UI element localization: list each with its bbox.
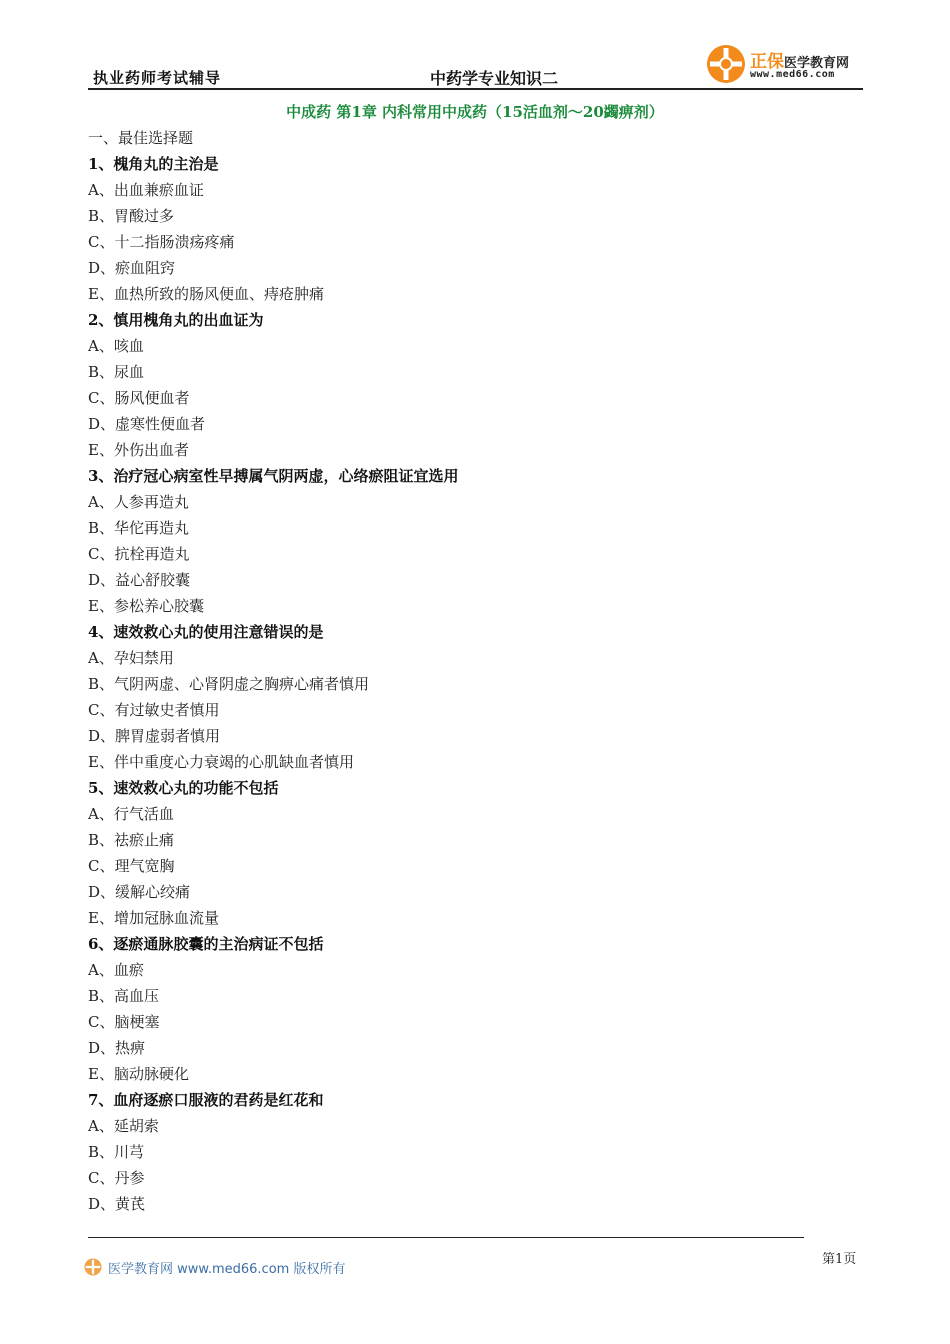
header-left-text: 执业药师考试辅导 bbox=[93, 69, 222, 87]
answer-option: A、咳血 bbox=[88, 337, 144, 355]
question-stem: 3、治疗冠心病室性早搏属气阴两虚，心络瘀阻证宜选用 bbox=[88, 467, 459, 485]
answer-option: C、脑梗塞 bbox=[88, 1013, 160, 1031]
answer-option: C、理气宽胸 bbox=[88, 857, 175, 875]
zhengbao-small-logo-icon bbox=[84, 1258, 102, 1276]
document-title: 中成药 第1章 内科常用中成药（15活血剂～20蠲痹剂） bbox=[286, 103, 664, 121]
page-number: 第1页 bbox=[822, 1252, 857, 1267]
question-list bbox=[88, 125, 848, 1217]
question-stem: 1、槐角丸的主治是 bbox=[88, 155, 219, 173]
answer-option: B、气阴两虚、心肾阴虚之胸痹心痛者慎用 bbox=[88, 675, 370, 693]
answer-option: B、尿血 bbox=[88, 363, 145, 381]
answer-option: B、高血压 bbox=[88, 987, 160, 1005]
brand-logo[interactable] bbox=[706, 44, 866, 86]
logo-url: www.med66.com bbox=[750, 69, 835, 80]
answer-option: C、抗栓再造丸 bbox=[88, 545, 190, 563]
answer-option: E、增加冠脉血流量 bbox=[88, 909, 219, 927]
answer-option: A、人参再造丸 bbox=[88, 493, 189, 511]
answer-option: B、华佗再造丸 bbox=[88, 519, 190, 537]
question-stem: 7、血府逐瘀口服液的君药是红花和 bbox=[88, 1091, 324, 1109]
header-rule bbox=[88, 88, 863, 90]
answer-option: B、祛瘀止痛 bbox=[88, 831, 175, 849]
question-stem: 5、速效救心丸的功能不包括 bbox=[88, 779, 279, 797]
header-center-text: 中药学专业知识二 bbox=[430, 69, 559, 88]
answer-option: B、川芎 bbox=[88, 1143, 145, 1161]
answer-option: C、十二指肠溃疡疼痛 bbox=[88, 233, 235, 251]
answer-option: A、血瘀 bbox=[88, 961, 144, 979]
question-stem: 6、逐瘀通脉胶囊的主治病证不包括 bbox=[88, 935, 324, 953]
logo-brand-rest: 医学教育网 bbox=[784, 56, 850, 71]
answer-option: A、行气活血 bbox=[88, 805, 174, 823]
answer-option: E、外伤出血者 bbox=[88, 441, 189, 459]
answer-option: D、益心舒胶囊 bbox=[88, 571, 191, 589]
footer-rule bbox=[88, 1237, 804, 1238]
page-footer bbox=[84, 1256, 345, 1278]
answer-option: D、虚寒性便血者 bbox=[88, 415, 206, 433]
questions-container bbox=[88, 151, 848, 1217]
answer-option: D、热痹 bbox=[88, 1039, 146, 1057]
answer-option: E、参松养心胶囊 bbox=[88, 597, 204, 615]
answer-option: A、出血兼瘀血证 bbox=[88, 181, 204, 199]
answer-option: D、脾胃虚弱者慎用 bbox=[88, 727, 221, 745]
footer-copyright[interactable]: 医学教育网 www.med66.com 版权所有 bbox=[108, 1261, 346, 1277]
answer-option: E、伴中重度心力衰竭的心肌缺血者慎用 bbox=[88, 753, 354, 771]
zhengbao-logo-icon bbox=[706, 44, 746, 84]
answer-option: B、胃酸过多 bbox=[88, 207, 175, 225]
answer-option: C、丹参 bbox=[88, 1169, 145, 1187]
logo-brand: 正保 bbox=[750, 52, 784, 72]
answer-option: C、有过敏史者慎用 bbox=[88, 701, 220, 719]
answer-option: D、瘀血阻窍 bbox=[88, 259, 176, 277]
question-stem: 4、速效救心丸的使用注意错误的是 bbox=[88, 623, 324, 641]
answer-option: E、血热所致的肠风便血、痔疮肿痛 bbox=[88, 285, 324, 303]
question-stem: 2、慎用槐角丸的出血证为 bbox=[88, 311, 264, 329]
answer-option: D、黄芪 bbox=[88, 1195, 146, 1213]
answer-option: E、脑动脉硬化 bbox=[88, 1065, 189, 1083]
answer-option: A、孕妇禁用 bbox=[88, 649, 174, 667]
answer-option: C、肠风便血者 bbox=[88, 389, 190, 407]
section-heading: 一、最佳选择题 bbox=[88, 129, 194, 147]
page-header bbox=[0, 0, 950, 92]
answer-option: D、缓解心绞痛 bbox=[88, 883, 191, 901]
answer-option: A、延胡索 bbox=[88, 1117, 159, 1135]
